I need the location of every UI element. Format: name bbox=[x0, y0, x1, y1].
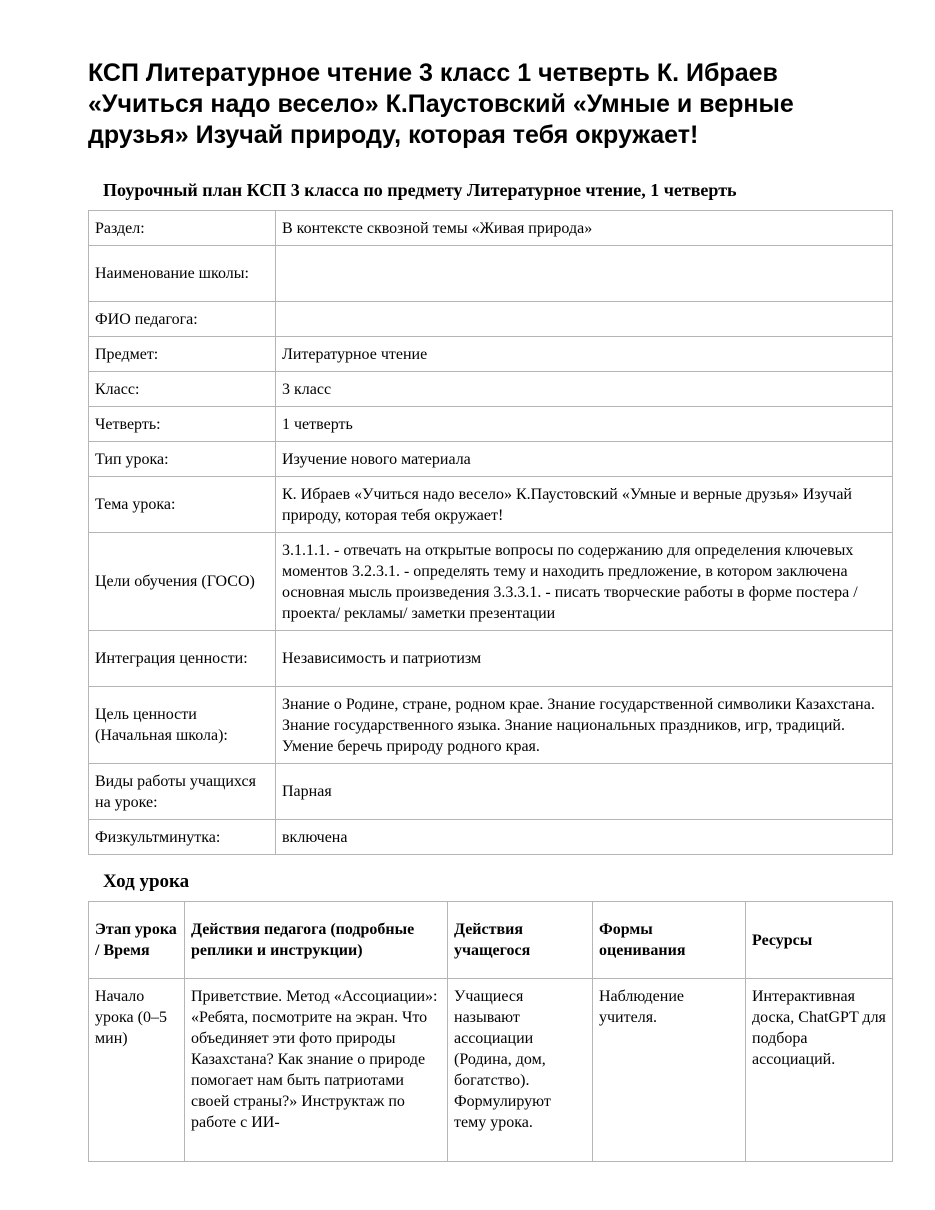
row-value: Независимость и патриотизм bbox=[276, 631, 893, 687]
table-row bbox=[89, 687, 893, 764]
lesson-info-table bbox=[88, 210, 893, 855]
table-row bbox=[89, 246, 893, 302]
table-row bbox=[89, 533, 893, 631]
table-row bbox=[89, 211, 893, 246]
row-value: 1 четверть bbox=[276, 407, 893, 442]
row-value bbox=[276, 246, 893, 302]
table-row bbox=[89, 372, 893, 407]
column-header-resources: Ресурсы bbox=[746, 902, 893, 979]
table-row bbox=[89, 820, 893, 855]
row-value bbox=[276, 302, 893, 337]
column-header-stage: Этап урока / Время bbox=[89, 902, 185, 979]
row-label: Наименование школы: bbox=[89, 246, 276, 302]
row-label: Класс: bbox=[89, 372, 276, 407]
row-label: Цели обучения (ГОСО) bbox=[89, 533, 276, 631]
cell-resources: Интерактивная доска, ChatGPT для подбора ассоциаций. bbox=[746, 979, 893, 1162]
row-value: К. Ибраев «Учиться надо весело» К.Паустовский «Умные и верные друзья» Изучай природу, которая тебя окружает! bbox=[276, 477, 893, 533]
cell-teacher-actions: Приветствие. Метод «Ассоциации»: «Ребята, посмотрите на экран. Что объединяет эти фото природы Казахстана? Как знание о природе помогает нам быть патриотами своей страны?» Инструктаж по работе с ИИ- bbox=[185, 979, 448, 1162]
table-row bbox=[89, 631, 893, 687]
row-value: Литературное чтение bbox=[276, 337, 893, 372]
table-row bbox=[89, 407, 893, 442]
row-label: Интеграция ценности: bbox=[89, 631, 276, 687]
row-label: Физкультминутка: bbox=[89, 820, 276, 855]
page-title: КСП Литературное чтение 3 класс 1 четверть К. Ибраев «Учиться надо весело» К.Паустовский «Умные и верные друзья» Изучай природу, которая тебя окружает! bbox=[88, 59, 794, 149]
row-label: ФИО педагога: bbox=[89, 302, 276, 337]
table-header-row bbox=[89, 902, 893, 979]
cell-assessment: Наблюдение учителя. bbox=[593, 979, 746, 1162]
row-label: Цель ценности (Начальная школа): bbox=[89, 687, 276, 764]
row-value: 3.1.1.1. - отвечать на открытые вопросы по содержанию для определения ключевых моментов 3.2.3.1. - определять тему и находить предложение, в котором заключена основная мысль произведения 3.3.3.1. - писать творческие работы в форме постера /проекта/ рекламы/ заметки презентации bbox=[276, 533, 893, 631]
row-value: Парная bbox=[276, 764, 893, 820]
row-label: Четверть: bbox=[89, 407, 276, 442]
table-row bbox=[89, 302, 893, 337]
row-label: Предмет: bbox=[89, 337, 276, 372]
cell-stage: Начало урока (0–5 мин) bbox=[89, 979, 185, 1162]
lesson-progress-table bbox=[88, 901, 893, 1162]
table-row bbox=[89, 337, 893, 372]
plan-heading: Поурочный план КСП 3 класса по предмету Литературное чтение, 1 четверть bbox=[103, 180, 737, 200]
row-value: Изучение нового материала bbox=[276, 442, 893, 477]
row-value: Знание о Родине, стране, родном крае. Знание государственной символики Казахстана. Знание государственного языка. Знание национальных праздников, игр, традиций. Умение беречь природу родного края. bbox=[276, 687, 893, 764]
row-label: Тема урока: bbox=[89, 477, 276, 533]
row-label: Виды работы учащихся на уроке: bbox=[89, 764, 276, 820]
column-header-assessment: Формы оценивания bbox=[593, 902, 746, 979]
row-label: Раздел: bbox=[89, 211, 276, 246]
table-row bbox=[89, 979, 893, 1162]
table-row bbox=[89, 442, 893, 477]
row-label: Тип урока: bbox=[89, 442, 276, 477]
column-header-teacher-actions: Действия педагога (подробные реплики и инструкции) bbox=[185, 902, 448, 979]
cell-student-actions: Учащиеся называют ассоциации (Родина, дом, богатство). Формулируют тему урока. bbox=[448, 979, 593, 1162]
row-value: включена bbox=[276, 820, 893, 855]
lesson-heading: Ход урока bbox=[103, 871, 190, 892]
table-row bbox=[89, 764, 893, 820]
table-row bbox=[89, 477, 893, 533]
row-value: 3 класс bbox=[276, 372, 893, 407]
column-header-student-actions: Действия учащегося bbox=[448, 902, 593, 979]
row-value: В контексте сквозной темы «Живая природа» bbox=[276, 211, 893, 246]
